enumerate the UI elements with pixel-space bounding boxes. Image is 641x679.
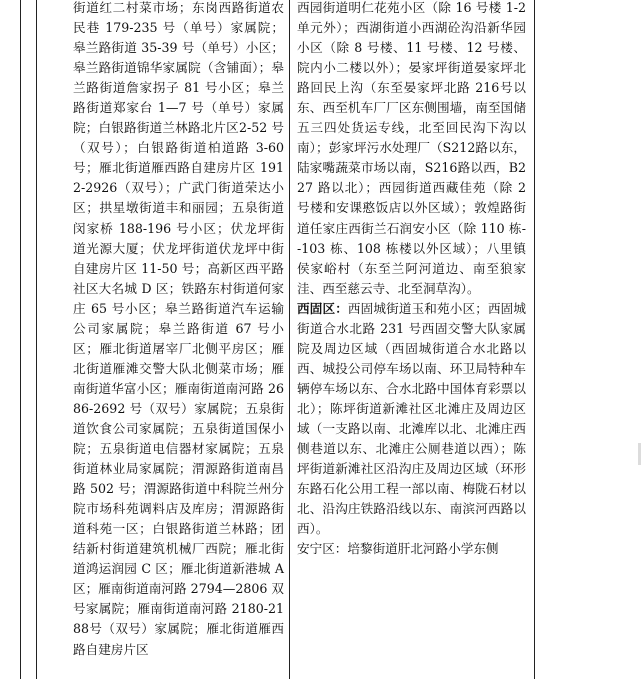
left-column-text: 街道红二村菜市场；东岗西路街道农民巷 179-235 号（单号）家属院；皋兰路街道 35-39 号（单号）小区；皋兰路街道锦华家属院（含铺面）；皋兰路街道詹家拐子 81 号小区；皋兰路街道郑家台 1—7 号（单号）家属院；白银路街道兰林路北片区2-52 号（双号）；白银路街道柏道路 3-60 号；雁北街道雁西路自建房片区 1912-2926（双号）；广武门街道荣达小区；拱星墩街道丰和丽园；五泉街道闵家桥 188-196 号小区；伏龙坪街道光源大厦；伏龙坪街道伏龙坪中街自建房片区 11-50 号；高新区西平路社区大名城 D 区；铁路东村街道何家庄 65 号小区；皋兰路街道汽车运输公司家属院；皋兰路街道 67 号小区；雁北街道屠宰厂北侧平房区；雁北街道雁滩交警大队北侧菜市场；雁南街道华富小区；雁南街道南河路 2686-2692 号（双号）家属院；五泉街道饮食公司家属院；五泉街道国保小院；五泉街道电信器材家属院；五泉街道林业局家属院；渭源路街道南昌路 502 号；渭源路街道中科院兰州分院市场科苑调料店及库房；渭源路街道科苑一区；白银路街道兰林路；团结新村街道建筑机械厂西院；雁北街道鸿运润园 C 区；雁北街道新港城 A 区；雁南街道南河路 2794—2806 双号家属院；雁南街道南河路 2180-2188号（双号）家属院；雁北街道雁西路自建房片区 [73, 0, 285, 657]
area-list-right [297, 0, 526, 559]
table-border-left [20, 0, 21, 679]
table-border-middle [289, 0, 290, 679]
table-border-right [534, 0, 535, 679]
xigu-district-label: 西固区： [297, 300, 348, 316]
xigu-district-paragraph: 西固区：西固城街道玉和苑小区；西固城街道合水北路 231 号西固交警大队家属院及周边区域（西固城街道合水北路以西、城投公司停车场以南、环卫局特种车辆停车场以东、合水北路中国体育彩票以北）；陈坪街道新滩社区北滩庄及周边区域（一支路以南、北滩库以北、北滩庄西侧巷道以东、北滩庄公厕巷道以西）；陈坪街道新滩社区沿沟庄及周边区域（环形东路石化公用工程一部以南、梅陇石材以北、沿沟庄铁路沿线以东、南滨河西路以西）。 [297, 300, 527, 537]
table-border-index [36, 0, 37, 679]
chengguan-area-list-left [73, 0, 284, 660]
chengguan-continued-text: 西园街道明仁花苑小区（除 16 号楼 1-2单元外）；西湖街道小西湖砼沟沿新华园小区（除 8 号楼、11 号楼、12 号楼、院内小二楼以外）；晏家坪街道晏家坪北路回民上沟（东至晏家坪北路 216号以东、西至机车厂厂区东侧围墙，南至国储五三四处货运专线，北至回民沟下沟以南）；彭家坪污水处理厂（S212路以东，陆家嘴蔬菜市场以南，S216路以西，B227 路以北）；西园街道西藏佳苑（除 2 号楼和安课憨饭店以外区域）；敦煌路街道任家庄西街兰石润安小区（除 110 栋--103 栋、108 栋楼以外区域）；八里镇侯家峪村（东至兰阿河道边、南至狼家洼、西至慈云寺、北至洞草沟）。 [297, 0, 527, 296]
anning-district-partial: 安宁区：培黎街道肝北河路小学东侧 [297, 541, 499, 557]
